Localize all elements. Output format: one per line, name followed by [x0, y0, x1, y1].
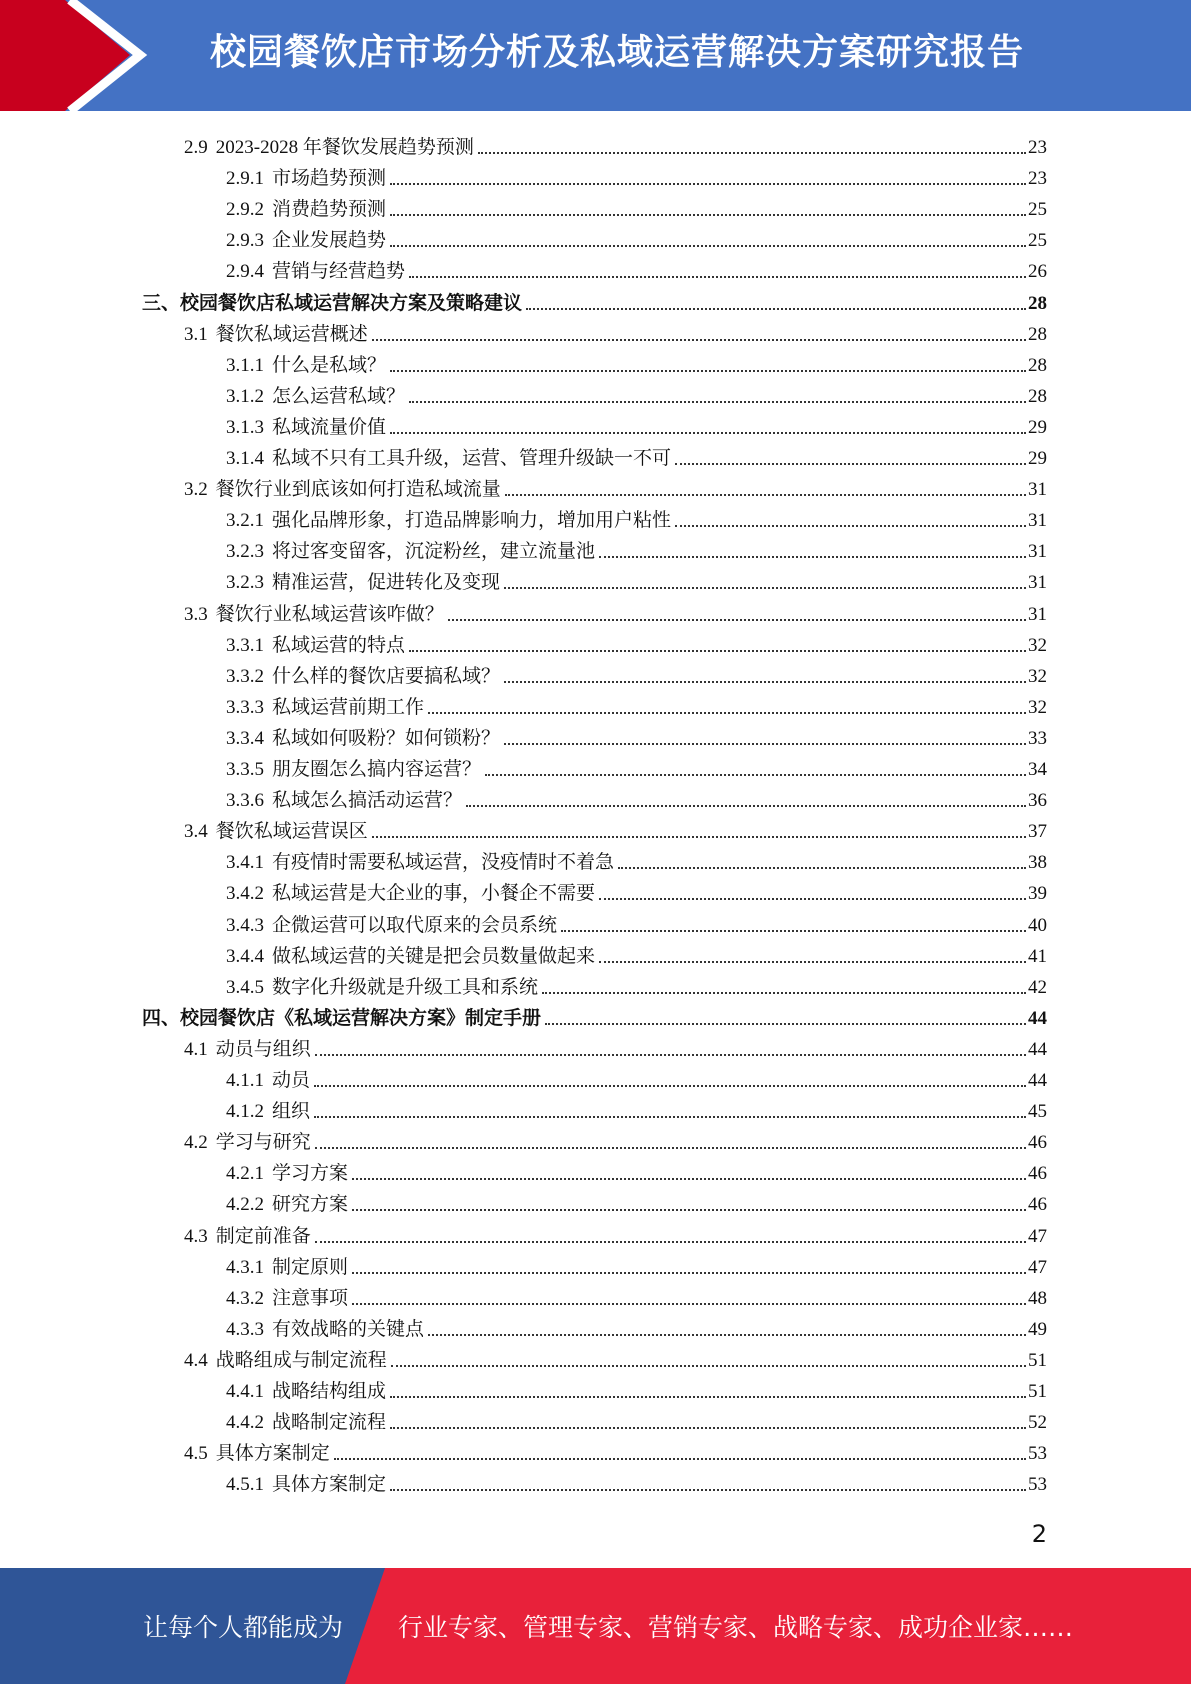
toc-entry-page: 48: [1028, 1288, 1047, 1309]
toc-entry-page: 51: [1028, 1381, 1047, 1402]
toc-entry-title: 私域怎么搞活动运营？: [272, 790, 463, 811]
toc-entry-title: 三、校园餐饮店私域运营解决方案及策略建议: [142, 293, 523, 314]
toc-dot-leader: [504, 587, 1026, 589]
toc-entry-number: 3.2.1: [226, 510, 264, 531]
toc-dot-leader: [428, 712, 1026, 714]
toc-entry-number: 3.4.4: [226, 946, 264, 967]
toc-entry-number: 4.4: [184, 1350, 208, 1371]
toc-entry-page: 28: [1028, 324, 1047, 345]
toc-entry[interactable]: [226, 439, 1047, 470]
toc-entry-page: 32: [1028, 666, 1047, 687]
toc-entry[interactable]: [226, 1403, 1047, 1434]
toc-entry-page: 26: [1028, 261, 1047, 282]
toc-entry-title: 餐饮私域运营概述: [215, 324, 368, 345]
toc-entry-page: 53: [1028, 1443, 1047, 1464]
toc-entry-page: 28: [1028, 386, 1047, 407]
toc-entry-number: 4.2: [184, 1132, 208, 1153]
toc-entry[interactable]: [226, 221, 1047, 252]
toc-entry-page: 29: [1028, 417, 1047, 438]
toc-entry-title: 动员与组织: [215, 1039, 311, 1060]
toc-entry-number: 4.2.2: [226, 1194, 264, 1215]
toc-entry-number: 3.3.3: [226, 697, 264, 718]
toc-entry-page: 39: [1028, 883, 1047, 904]
toc-entry[interactable]: [226, 1310, 1047, 1341]
toc-entry[interactable]: [226, 1248, 1047, 1279]
toc-entry[interactable]: [184, 1123, 1047, 1154]
toc-entry-title: 将过客变留客，沉淀粉丝，建立流量池: [272, 541, 596, 562]
toc-dot-leader: [352, 1209, 1026, 1211]
toc-dot-leader: [390, 1396, 1026, 1398]
toc-entry-page: 28: [1028, 293, 1047, 314]
toc-entry-title: 战略结构组成: [272, 1381, 387, 1402]
toc-entry[interactable]: [226, 968, 1047, 999]
toc-entry-title: 企业发展趋势: [272, 230, 387, 251]
toc-entry-page: 42: [1028, 977, 1047, 998]
toc-dot-leader: [675, 525, 1026, 527]
toc-entry-title: 朋友圈怎么搞内容运营？: [272, 759, 482, 780]
toc-entry-page: 23: [1028, 168, 1047, 189]
toc-entry-page: 31: [1028, 479, 1047, 500]
toc-entry-page: 36: [1028, 790, 1047, 811]
toc-entry-page: 44: [1028, 1008, 1047, 1029]
toc-dot-leader: [526, 308, 1026, 310]
toc-entry[interactable]: [226, 501, 1047, 532]
toc-entry-page: 53: [1028, 1474, 1047, 1495]
toc-entry-number: 4.4.1: [226, 1381, 264, 1402]
toc-entry-page: 44: [1028, 1070, 1047, 1091]
toc-entry-page: 40: [1028, 915, 1047, 936]
toc-entry-page: 47: [1028, 1226, 1047, 1247]
toc-dot-leader: [542, 992, 1026, 994]
toc-entry-title: 学习方案: [272, 1163, 349, 1184]
toc-entry-title: 餐饮私域运营误区: [215, 821, 368, 842]
toc-entry[interactable]: [226, 159, 1047, 190]
toc-entry-number: 4.3.1: [226, 1257, 264, 1278]
toc-dot-leader: [448, 619, 1026, 621]
toc-entry-number: 3.4: [184, 821, 208, 842]
toc-entry-number: 4.3: [184, 1226, 208, 1247]
toc-entry[interactable]: [184, 128, 1047, 159]
toc-dot-leader: [352, 1303, 1026, 1305]
toc-entry-number: 3.3.6: [226, 790, 264, 811]
toc-entry-page: 46: [1028, 1194, 1047, 1215]
toc-entry-page: 34: [1028, 759, 1047, 780]
toc-entry-number: 3.1.2: [226, 386, 264, 407]
toc-entry-title: 做私域运营的关键是把会员数量做起来: [272, 946, 596, 967]
toc-entry-number: 4.5: [184, 1443, 208, 1464]
toc-entry-page: 31: [1028, 541, 1047, 562]
toc-dot-leader: [466, 805, 1026, 807]
toc-entry[interactable]: [184, 1434, 1047, 1465]
toc-entry-title: 注意事项: [272, 1288, 349, 1309]
toc-entry[interactable]: [142, 284, 1047, 315]
toc-entry-number: 3.1: [184, 324, 208, 345]
toc-entry-page: 31: [1028, 572, 1047, 593]
toc-entry-page: 44: [1028, 1039, 1047, 1060]
toc-dot-leader: [390, 214, 1026, 216]
toc-entry-title: 学习与研究: [215, 1132, 311, 1153]
toc-entry[interactable]: [184, 1030, 1047, 1061]
toc-entry-number: 4.2.1: [226, 1163, 264, 1184]
toc-dot-leader: [352, 1178, 1026, 1180]
toc-entry[interactable]: [226, 843, 1047, 874]
toc-entry-title: 具体方案制定: [272, 1474, 387, 1495]
toc-dot-leader: [599, 556, 1026, 558]
toc-entry[interactable]: [226, 532, 1047, 563]
toc-entry-title: 研究方案: [272, 1194, 349, 1215]
toc-dot-leader: [315, 1147, 1026, 1149]
toc-entry[interactable]: [184, 315, 1047, 346]
toc-entry-page: 29: [1028, 448, 1047, 469]
toc-dot-leader: [505, 494, 1026, 496]
toc-dot-leader: [314, 1085, 1026, 1087]
toc-entry-title: 什么是私域？: [272, 355, 387, 376]
toc-entry-number: 3.3: [184, 604, 208, 625]
toc-entry[interactable]: [226, 1092, 1047, 1123]
toc-entry-title: 数字化升级就是升级工具和系统: [272, 977, 539, 998]
toc-entry-title: 四、校园餐饮店《私域运营解决方案》制定手册: [142, 1008, 542, 1029]
toc-entry-page: 46: [1028, 1132, 1047, 1153]
toc-dot-leader: [409, 276, 1026, 278]
toc-entry-number: 3.2: [184, 479, 208, 500]
toc-dot-leader: [545, 1023, 1026, 1025]
toc-dot-leader: [390, 1489, 1026, 1491]
toc-dot-leader: [352, 1272, 1026, 1274]
toc-entry-title: 私域流量价值: [272, 417, 387, 438]
toc-entry-title: 私域运营是大企业的事，小餐企不需要: [272, 883, 596, 904]
toc-entry-number: 3.2.3: [226, 572, 264, 593]
toc-entry-title: 什么样的餐饮店要搞私域？: [272, 666, 501, 687]
toc-entry-title: 私域运营的特点: [272, 635, 406, 656]
toc-entry[interactable]: [226, 688, 1047, 719]
toc-entry-number: 3.4.3: [226, 915, 264, 936]
toc-entry-number: 3.3.1: [226, 635, 264, 656]
toc-entry-number: 3.2.3: [226, 541, 264, 562]
toc-dot-leader: [485, 774, 1026, 776]
toc-entry-page: 33: [1028, 728, 1047, 749]
toc-entry-number: 2.9.4: [226, 261, 264, 282]
report-title: 校园餐饮店市场分析及私域运营解决方案研究报告: [210, 32, 1025, 73]
toc-entry-page: 31: [1028, 510, 1047, 531]
toc-dot-leader: [390, 245, 1026, 247]
toc-entry[interactable]: [226, 252, 1047, 283]
toc-entry-title: 制定前准备: [215, 1226, 311, 1247]
toc-entry-page: 32: [1028, 635, 1047, 656]
toc-entry-page: 31: [1028, 604, 1047, 625]
toc-entry[interactable]: [226, 377, 1047, 408]
toc-entry[interactable]: [184, 595, 1047, 626]
toc-entry-number: 3.1.1: [226, 355, 264, 376]
toc-dot-leader: [372, 339, 1026, 341]
toc-entry-title: 有疫情时需要私域运营，没疫情时不着急: [272, 852, 615, 873]
toc-entry-number: 2.9.1: [226, 168, 264, 189]
toc-entry-number: 3.3.5: [226, 759, 264, 780]
toc-entry-page: 52: [1028, 1412, 1047, 1433]
toc-dot-leader: [334, 1458, 1026, 1460]
toc-entry-number: 3.4.2: [226, 883, 264, 904]
page-footer: [0, 1568, 1191, 1684]
toc-entry[interactable]: [226, 1185, 1047, 1216]
toc-dot-leader: [390, 183, 1026, 185]
toc-entry-title: 战略组成与制定流程: [215, 1350, 387, 1371]
toc-entry-title: 战略制定流程: [272, 1412, 387, 1433]
toc-entry-title: 私域如何吸粉？如何锁粉？: [272, 728, 501, 749]
toc-dot-leader: [390, 370, 1026, 372]
toc-entry-title: 企微运营可以取代原来的会员系统: [272, 915, 558, 936]
toc-entry[interactable]: [226, 408, 1047, 439]
footer-slogan-right: 行业专家、管理专家、营销专家、战略专家、成功企业家……: [398, 1613, 1074, 1642]
toc-entry-page: 37: [1028, 821, 1047, 842]
toc-entry-page: 45: [1028, 1101, 1047, 1122]
toc-entry-number: 4.1: [184, 1039, 208, 1060]
toc-entry-page: 25: [1028, 230, 1047, 251]
toc-entry[interactable]: [226, 626, 1047, 657]
toc-entry-page: 23: [1028, 137, 1047, 158]
toc-dot-leader: [599, 898, 1026, 900]
toc-dot-leader: [409, 401, 1026, 403]
toc-entry[interactable]: [184, 812, 1047, 843]
toc-entry-title: 有效战略的关键点: [272, 1319, 425, 1340]
toc-entry-page: 51: [1028, 1350, 1047, 1371]
toc-entry-number: 4.5.1: [226, 1474, 264, 1495]
toc-dot-leader: [372, 836, 1026, 838]
toc-entry-number: 4.3.3: [226, 1319, 264, 1340]
toc-entry[interactable]: [226, 781, 1047, 812]
toc-dot-leader: [315, 1054, 1026, 1056]
toc-dot-leader: [315, 1241, 1026, 1243]
toc-dot-leader: [561, 930, 1026, 932]
toc-entry[interactable]: [226, 750, 1047, 781]
toc-entry-title: 精准运营，促进转化及变现: [272, 572, 501, 593]
toc-entry-title: 怎么运营私域？: [272, 386, 406, 407]
toc-entry-title: 组织: [272, 1101, 311, 1122]
toc-dot-leader: [314, 1116, 1026, 1118]
toc-entry-number: 2.9.3: [226, 230, 264, 251]
toc-dot-leader: [504, 743, 1026, 745]
toc-entry-page: 46: [1028, 1163, 1047, 1184]
toc-entry-number: 4.1.1: [226, 1070, 264, 1091]
toc-dot-leader: [675, 463, 1026, 465]
toc-entry-title: 制定原则: [272, 1257, 349, 1278]
toc-entry[interactable]: [142, 999, 1047, 1030]
toc-entry-number: 3.1.4: [226, 448, 264, 469]
toc-entry-title: 私域运营前期工作: [272, 697, 425, 718]
footer-slogan-left: 让每个人都能成为: [143, 1613, 344, 1642]
toc-entry-page: 25: [1028, 199, 1047, 220]
toc-entry-page: 32: [1028, 697, 1047, 718]
toc-entry-number: 2.9.2: [226, 199, 264, 220]
toc-entry-title: 餐饮行业私域运营该咋做？: [215, 604, 444, 625]
toc-dot-leader: [504, 681, 1026, 683]
toc-entry-title: 2023-2028 年餐饮发展趋势预测: [215, 137, 474, 158]
toc-entry[interactable]: [184, 1217, 1047, 1248]
toc-entry-title: 具体方案制定: [215, 1443, 330, 1464]
toc-entry[interactable]: [226, 190, 1047, 221]
toc-entry-number: 3.4.1: [226, 852, 264, 873]
toc-entry[interactable]: [226, 906, 1047, 937]
toc-entry-number: 3.4.5: [226, 977, 264, 998]
toc-dot-leader: [391, 1365, 1026, 1367]
toc-entry-title: 强化品牌形象，打造品牌影响力，增加用户粘性: [272, 510, 672, 531]
toc-entry[interactable]: [184, 1341, 1047, 1372]
toc-entry-page: 41: [1028, 946, 1047, 967]
toc-entry[interactable]: [226, 1154, 1047, 1185]
toc-entry-number: 4.4.2: [226, 1412, 264, 1433]
toc-entry-number: 3.1.3: [226, 417, 264, 438]
toc-dot-leader: [390, 432, 1026, 434]
toc-entry[interactable]: [226, 1061, 1047, 1092]
toc-entry-title: 市场趋势预测: [272, 168, 387, 189]
toc-dot-leader: [390, 1427, 1026, 1429]
toc-entry-title: 私域不只有工具升级，运营、管理升级缺一不可: [272, 448, 672, 469]
toc-dot-leader: [409, 650, 1026, 652]
toc-entry[interactable]: [184, 470, 1047, 501]
toc-entry[interactable]: [226, 874, 1047, 905]
toc-dot-leader: [599, 961, 1026, 963]
toc-entry-number: 4.3.2: [226, 1288, 264, 1309]
toc-entry-title: 消费趋势预测: [272, 199, 387, 220]
toc-entry-number: 3.3.4: [226, 728, 264, 749]
toc-dot-leader: [618, 867, 1026, 869]
toc-entry-page: 28: [1028, 355, 1047, 376]
page-header: [0, 0, 1191, 111]
toc-entry[interactable]: [226, 563, 1047, 594]
toc-entry-number: 4.1.2: [226, 1101, 264, 1122]
toc-entry-title: 动员: [272, 1070, 311, 1091]
toc-entry-page: 49: [1028, 1319, 1047, 1340]
toc-dot-leader: [478, 152, 1026, 154]
toc-entry-number: 3.3.2: [226, 666, 264, 687]
toc-entry[interactable]: [226, 1465, 1047, 1496]
toc-entry[interactable]: [226, 937, 1047, 968]
toc-entry[interactable]: [226, 1279, 1047, 1310]
toc-entry-title: 餐饮行业到底该如何打造私域流量: [215, 479, 501, 500]
toc-entry[interactable]: [226, 346, 1047, 377]
toc-entry[interactable]: [226, 719, 1047, 750]
toc-entry-number: 2.9: [184, 137, 208, 158]
toc-entry[interactable]: [226, 1372, 1047, 1403]
toc-entry-title: 营销与经营趋势: [272, 261, 406, 282]
page-number: 2: [1031, 1520, 1047, 1548]
toc-dot-leader: [428, 1334, 1026, 1336]
toc-entry-page: 38: [1028, 852, 1047, 873]
toc-entry[interactable]: [226, 657, 1047, 688]
toc-entry-page: 47: [1028, 1257, 1047, 1278]
